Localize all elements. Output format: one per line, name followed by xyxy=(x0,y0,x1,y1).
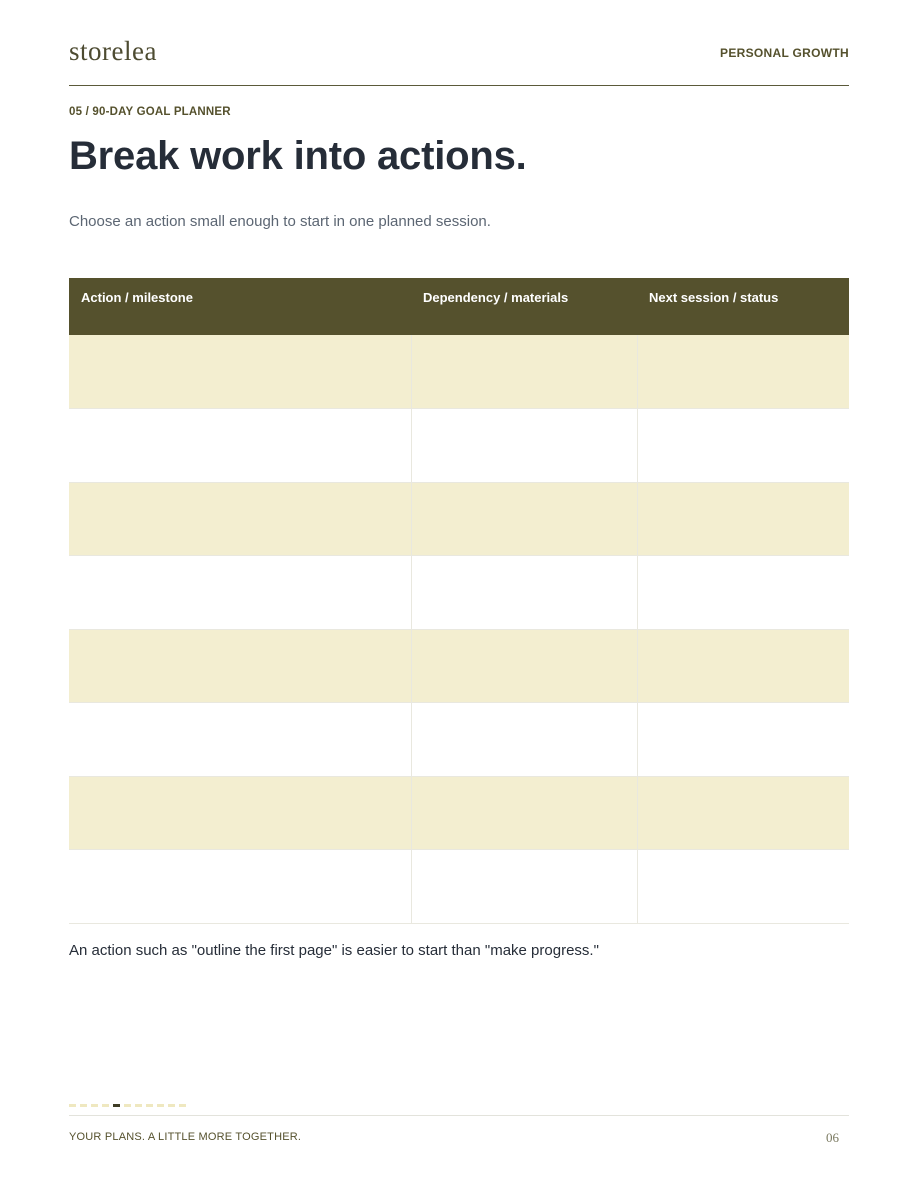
status-cell[interactable] xyxy=(637,409,849,483)
progress-segment xyxy=(179,1104,186,1107)
dependency-cell[interactable] xyxy=(411,556,637,630)
page-subtitle: Choose an action small enough to start in one planned session. xyxy=(69,213,491,230)
progress-segment xyxy=(135,1104,142,1107)
table-row xyxy=(69,703,849,777)
progress-segment xyxy=(102,1104,109,1107)
status-cell[interactable] xyxy=(637,850,849,924)
action-cell[interactable] xyxy=(69,335,411,409)
progress-segment xyxy=(124,1104,131,1107)
progress-segment xyxy=(168,1104,175,1107)
status-cell[interactable] xyxy=(637,335,849,409)
progress-segment-active xyxy=(113,1104,120,1107)
section-label: PERSONAL GROWTH xyxy=(720,46,849,60)
table-row xyxy=(69,629,849,703)
table-row xyxy=(69,850,849,924)
footer-tagline: YOUR PLANS. A LITTLE MORE TOGETHER. xyxy=(69,1131,302,1143)
dependency-cell[interactable] xyxy=(411,776,637,850)
column-header-dependency: Dependency / materials xyxy=(411,278,637,335)
page-number: 06 xyxy=(826,1130,839,1145)
action-cell[interactable] xyxy=(69,850,411,924)
action-cell[interactable] xyxy=(69,556,411,630)
progress-segment xyxy=(157,1104,164,1107)
planner-page xyxy=(69,0,849,1188)
status-cell[interactable] xyxy=(637,629,849,703)
dependency-cell[interactable] xyxy=(411,850,637,924)
action-table xyxy=(69,278,849,924)
page-footer xyxy=(69,1115,849,1156)
progress-segment xyxy=(69,1104,76,1107)
page-progress-indicator xyxy=(69,1104,186,1107)
dependency-cell[interactable] xyxy=(411,335,637,409)
action-cell[interactable] xyxy=(69,703,411,777)
action-cell[interactable] xyxy=(69,409,411,483)
table-row xyxy=(69,776,849,850)
dependency-cell[interactable] xyxy=(411,629,637,703)
progress-segment xyxy=(91,1104,98,1107)
column-header-action: Action / milestone xyxy=(69,278,411,335)
table-row xyxy=(69,482,849,556)
status-cell[interactable] xyxy=(637,776,849,850)
status-cell[interactable] xyxy=(637,482,849,556)
table-row xyxy=(69,335,849,409)
table-header-row xyxy=(69,278,849,335)
dependency-cell[interactable] xyxy=(411,482,637,556)
progress-segment xyxy=(80,1104,87,1107)
action-cell[interactable] xyxy=(69,629,411,703)
brand-logo: storelea xyxy=(69,36,157,66)
tip-note: An action such as "outline the first page" is easier to start than "make progress." xyxy=(69,942,599,959)
table-row xyxy=(69,556,849,630)
progress-segment xyxy=(146,1104,153,1107)
dependency-cell[interactable] xyxy=(411,409,637,483)
action-cell[interactable] xyxy=(69,482,411,556)
status-cell[interactable] xyxy=(637,703,849,777)
table-row xyxy=(69,409,849,483)
chapter-label: 05 / 90-DAY GOAL PLANNER xyxy=(69,106,231,118)
page-header xyxy=(69,34,849,86)
status-cell[interactable] xyxy=(637,556,849,630)
column-header-next-session: Next session / status xyxy=(637,278,849,335)
page-title: Break work into actions. xyxy=(69,134,527,178)
dependency-cell[interactable] xyxy=(411,703,637,777)
action-cell[interactable] xyxy=(69,776,411,850)
